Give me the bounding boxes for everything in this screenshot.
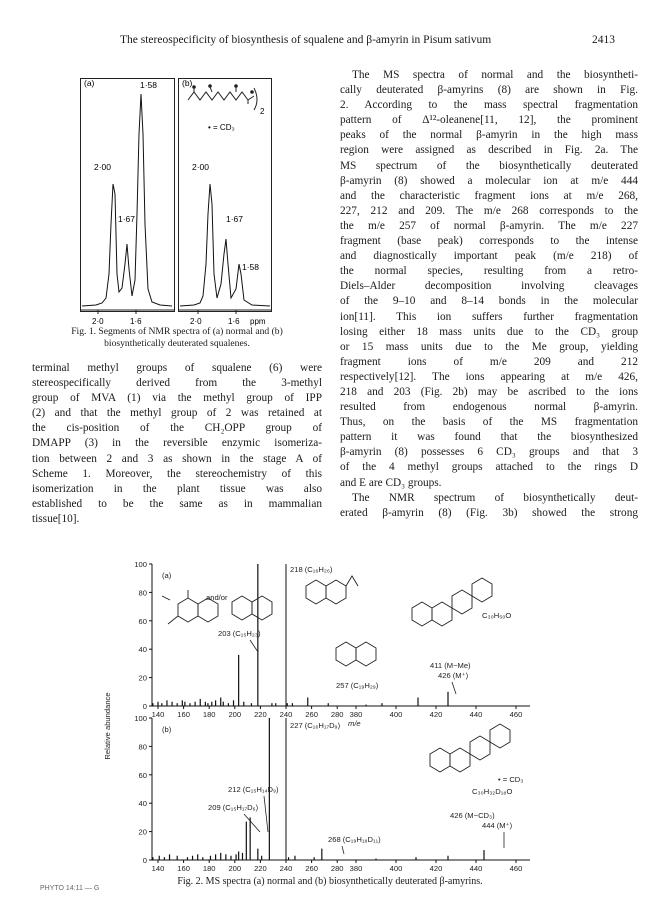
fig1-a-peak-200: 2·00	[94, 162, 112, 172]
fig2-a-x-axis-label: m/e	[348, 719, 361, 728]
text-line: the cis-position of the CH₂OPP group of	[32, 422, 322, 435]
fig2-panel-a-label: (a)	[162, 571, 172, 580]
fig2-b-x-tick-label: 400	[389, 864, 403, 872]
fig2-b-formula: C₃₀H₃₂D₁₈O	[472, 787, 513, 796]
fig2-a-x-tick-label: 200	[228, 710, 242, 719]
fig2-a-x-tick-label: 160	[177, 710, 190, 719]
text-line: 227, 212 and 209. The m/e 268 corresponds to the	[340, 204, 638, 217]
text-line: Diels–Alder decomposition involving cleavages	[340, 280, 638, 293]
fig2-b-y-tick-label: 20	[138, 827, 147, 837]
fig2-b-label-227: 227 (C₁₆H₁₇D₉)	[290, 721, 341, 730]
fig2-b-cd3: • = CD₃	[498, 775, 524, 784]
fig2-ms-spectra	[100, 556, 560, 872]
fig1-panel-b-label: (b)	[182, 78, 193, 88]
fig2-b-label-268: 268 (C₁₉H₁₈D₁₁)	[328, 835, 381, 844]
text-line: isomerization in the plant tissue was also	[32, 482, 322, 495]
fig2-b-y-tick-label: 80	[138, 742, 147, 752]
text-line: and diagnostically important peak (m/e 218) of	[340, 250, 638, 263]
text-line: Thus, on the basis of the MS fragmentation	[340, 416, 638, 429]
nmr-trace-a	[82, 94, 172, 306]
fig2-b-pointer-212	[264, 796, 268, 832]
text-line: β-amyrin (8) possesses 6 CD₃ groups and that 3	[340, 446, 638, 459]
fig1-b-peak-158: 1·58	[242, 262, 260, 272]
fig2-b-x-tick-label: 260	[305, 864, 318, 872]
fig2-b-y-tick-label: 100	[134, 714, 147, 723]
fig1-caption-line2: biosynthetically deuterated squalenes.	[104, 338, 250, 349]
text-line: the normal species, resulting from a retro-	[340, 265, 638, 278]
fig2-a-x-tick-label: 140	[151, 710, 165, 719]
fig2-a-y-tick-label: 40	[138, 645, 147, 655]
text-line: group of MVA (1) via the methyl group of IPP	[32, 392, 322, 405]
fig2-a-x-tick-label: 280	[330, 710, 344, 719]
cd3-dot	[250, 90, 254, 94]
fig2-a-x-tick-label: 380	[349, 710, 363, 719]
squalene-subscript: 2	[260, 107, 265, 116]
text-line: the m/e 257 of normal β-amyrin. The m/e 227	[340, 219, 638, 232]
fig2-b-deuterated-amyrin-structure-icon	[430, 724, 510, 772]
fig2-a-x-tick-label: 440	[469, 710, 483, 719]
fig1-b-tick-16: 1·6	[228, 317, 240, 326]
text-line: cally deuterated β-amyrins (8) are shown in Fig.	[340, 84, 638, 97]
fig2-b-x-tick-label: 180	[202, 864, 216, 872]
text-line: established to be the same as in mammalian	[32, 497, 322, 510]
text-line: fragment (base peak) corresponds to the intense	[340, 235, 638, 248]
fig2-b-y-tick-label: 60	[138, 770, 147, 780]
fig2-a-x-tick-label: 240	[279, 710, 293, 719]
fig2-a-x-tick-label: 260	[305, 710, 318, 719]
fig2-a-label-218: 218 (C₁₆H₂₆)	[290, 565, 333, 574]
fig1-b-peak-167: 1·67	[226, 214, 244, 224]
fig2-a-y-tick-label: 60	[138, 616, 147, 626]
fig1-b-tick-20: 2·0	[190, 317, 202, 326]
fig2-a-retro-diels-alder-icon	[306, 576, 358, 604]
cd3-dot	[192, 85, 196, 89]
fig2-b-label-212: 212 (C₁₅H₁₄D₉)	[228, 785, 279, 794]
fig1-a-tick-20: 2·0	[92, 317, 104, 326]
fig2-b-x-tick-label: 440	[469, 864, 483, 872]
fig1-a-peak-158: 1·58	[140, 80, 158, 90]
squalene-structure-icon	[188, 87, 257, 110]
fig2-a-label-257: 257 (C₁₉H₂₉)	[336, 681, 379, 690]
text-line: and E are CD₃ groups.	[340, 476, 442, 489]
fig2-b-label-209: 209 (C₁₅H₁₇D₆)	[208, 803, 259, 812]
fig2-a-x-tick-label: 400	[389, 710, 403, 719]
fig2-a-y-tick-label: 100	[134, 560, 147, 569]
text-line: (2) and that the methyl group of 2 was retained at	[32, 407, 322, 420]
fig2-a-x-tick-label: 460	[509, 710, 523, 719]
fig2-panel-b-label: (b)	[162, 725, 172, 734]
fig1-panel-a-label: (a)	[84, 78, 95, 88]
running-title: The stereospecificity of biosynthesis of squalene and β-amyrin in Pisum sativum	[120, 34, 492, 46]
fig1-a-tick-16: 1·6	[130, 317, 142, 326]
fig2-a-label-426: 426 (M⁺)	[438, 671, 469, 680]
fig2-a-y-tick-label: 20	[138, 673, 147, 683]
footer-code: PHYTO 14:11 — G	[40, 885, 100, 892]
left-column-text	[32, 361, 322, 527]
text-line: peaks of the normal β-amyrin in the high mass	[340, 129, 638, 142]
fig2-a-y-tick-label: 0	[142, 702, 147, 711]
right-column-text	[340, 68, 638, 521]
fig1-b-ppm: ppm	[250, 317, 266, 326]
fig1-cd3-note: • = CD₃	[208, 123, 235, 132]
fig2-b-x-tick-label: 280	[330, 864, 344, 872]
fig2-b-x-tick-label: 220	[254, 864, 267, 872]
text-line: tissue[10].	[32, 512, 80, 525]
text-line: respectively[12]. The ions appearing at m/e 426,	[340, 370, 638, 383]
text-line: of the 9–10 and 8–14 bonds in the molecular	[340, 295, 638, 308]
text-line: resulted from endogenous normal β-amyrin.	[340, 401, 638, 414]
fig2-a-pointer-426	[452, 682, 456, 694]
text-line: ion[11]. This ion suffers further fragmentation	[340, 310, 638, 323]
fig2-b-x-tick-label: 420	[429, 864, 443, 872]
fig2-a-formula: C₃₀H₅₀O	[482, 611, 512, 620]
text-line: stereospecifically derived from the 3-methyl	[32, 377, 322, 390]
text-line: MS spectrum of the biosynthetically deuterated	[340, 159, 638, 172]
fig2-b-x-tick-label: 380	[349, 864, 363, 872]
fig2-a-fragment-257-structure-icon	[336, 642, 376, 666]
fig1-b-peak-200: 2·00	[192, 162, 210, 172]
text-line: The MS spectra of normal and the biosyntheti-	[352, 69, 638, 81]
nmr-trace-b	[180, 184, 270, 306]
fig2-a-x-tick-label: 180	[202, 710, 216, 719]
fig2-b-x-tick-label: 240	[279, 864, 293, 872]
fig2-b-pointer-268	[342, 846, 344, 854]
text-line: fragment ions of m/e 209 and 212	[340, 355, 638, 368]
fig1-a-peak-167: 1·67	[118, 214, 136, 224]
fig2-a-andor: and/or	[206, 593, 228, 602]
text-line: or 15 mass units due to the Me group, yielding	[340, 340, 638, 353]
text-line: region were assigned as described in Fig. 2a. The	[340, 144, 638, 157]
text-line: 218 and 203 (Fig. 2b) may be ascribed to the ions	[340, 385, 638, 398]
fig2-b-label-426: 426 (M−CD₃)	[450, 811, 495, 820]
fig2-a-fragment-structure-2-icon	[232, 596, 272, 620]
text-line: pattern of Δ¹²-oleanene[11, 12], the prominent	[340, 114, 638, 127]
fig2-y-axis-label: Relative abundance	[103, 692, 112, 760]
fig1-nmr-figure	[76, 74, 276, 326]
text-line: and the characteristic fragment ions at m/e 268,	[340, 189, 638, 202]
text-line: terminal methyl groups of squalene (6) were	[32, 362, 322, 374]
cd3-dot	[208, 84, 212, 88]
fig2-a-label-411: 411 (M−Me)	[430, 661, 471, 670]
page-number: 2413	[592, 34, 615, 46]
text-line: β-amyrin (8) showed a molecular ion at m/e 444	[340, 174, 638, 187]
text-line: of the 4 methyl groups attached to the rings D	[340, 461, 638, 474]
text-line: 2. According to the mass spectral fragmentation	[340, 99, 638, 112]
fig2-b-y-tick-label: 0	[142, 856, 147, 865]
fig2-a-label-203: 203 (C₁₅H₂₃)	[218, 629, 261, 638]
fig1-caption	[32, 326, 322, 350]
fig2-b-label-444: 444 (M⁺)	[482, 821, 513, 830]
fig2-a-beta-amyrin-structure-icon	[412, 578, 492, 626]
fig2-a-y-tick-label: 80	[138, 588, 147, 598]
text-line: Scheme 1. Moreover, the stereochemistry of this	[32, 467, 322, 480]
text-line: erated β-amyrin (8) (Fig. 3b) showed the strong	[340, 506, 638, 519]
cd3-dot	[234, 84, 238, 88]
fig2-b-x-tick-label: 460	[509, 864, 523, 872]
fig2-b-x-tick-label: 140	[151, 864, 165, 872]
fig2-a-x-tick-label: 220	[254, 710, 267, 719]
text-line: pattern it was found that the biosynthesized	[340, 431, 638, 444]
fig1-caption-line1: Fig. 1. Segments of NMR spectra of (a) normal and (b)	[71, 326, 283, 337]
text-line: DMAPP (3) in the reversible enzymic isomeriza-	[32, 437, 322, 450]
fig2-b-y-tick-label: 40	[138, 799, 147, 809]
text-line: losing either 18 mass units due to the CD₃ group	[340, 325, 638, 338]
fig2-a-pointer-203	[250, 640, 258, 652]
fig2-b-x-tick-label: 200	[228, 864, 242, 872]
fig2-b-x-tick-label: 160	[177, 864, 190, 872]
fig2-a-x-tick-label: 420	[429, 710, 443, 719]
text-line: The NMR spectrum of biosynthetically deut-	[352, 491, 638, 504]
text-line: tion between 2 and 3 as shown in the stage A of	[32, 452, 322, 465]
fig2-caption: Fig. 2. MS spectra (a) normal and (b) biosynthetically deuterated β-amyrins.	[177, 876, 483, 887]
